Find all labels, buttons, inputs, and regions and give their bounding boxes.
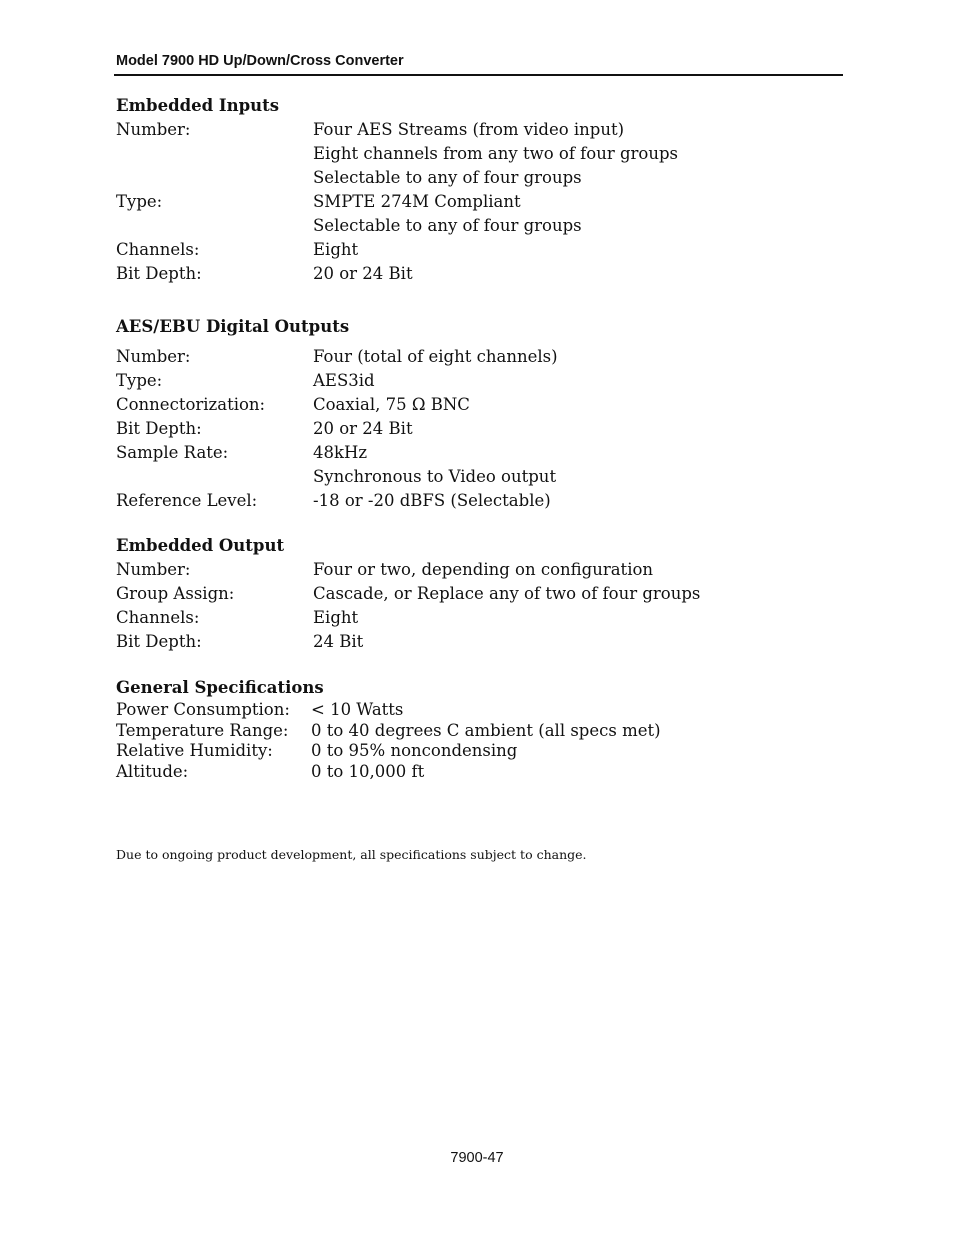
spec-row-altitude [116,762,661,783]
spec-label: Temperature Range: [116,720,289,740]
spec-value: SMPTE 274M Compliant [313,192,521,211]
spec-value: 0 to 10,000 ft [311,761,425,781]
section-heading: Embedded Output [116,536,285,555]
spec-value: Cascade, or Replace any of two of four groups [313,584,701,603]
spec-label: Sample Rate: [116,443,229,462]
section-embedded-inputs [116,94,678,286]
page-header-title: Model 7900 HD Up/Down/Cross Converter [116,53,404,69]
spec-value: Four (total of eight channels) [313,347,558,366]
spec-value: 48kHz [313,443,368,462]
spec-value: Selectable to any of four groups [313,168,582,187]
spec-value: Eight [313,240,359,259]
spec-value: 0 to 40 degrees C ambient (all specs met) [311,720,661,740]
spec-value: Selectable to any of four groups [313,216,582,235]
spec-value: Coaxial, 75 Ω BNC [313,395,470,414]
spec-row-temperature-range [116,721,661,742]
section-heading: General Specifications [116,678,324,697]
spec-label: Number: [116,560,191,579]
spec-value: AES3id [313,371,375,390]
spec-label: Power Consumption: [116,700,290,719]
spec-row-bit-depth [116,417,558,441]
spec-value: 0 to 95% noncondensing [311,741,518,760]
spec-label: Bit Depth: [116,264,202,283]
spec-label: Altitude: [116,761,189,781]
spec-value: < 10 Watts [311,700,404,719]
spec-row-channels [116,238,678,262]
spec-value: Synchronous to Video output [313,467,557,486]
spec-label: Type: [116,371,163,390]
spec-row-group-assign [116,582,700,606]
spec-row-number [116,558,700,582]
spec-row-power-consumption [116,700,661,721]
spec-row-type [116,190,678,238]
spec-row-relative-humidity [116,741,661,762]
section-heading: Embedded Inputs [116,96,280,115]
spec-label: Relative Humidity: [116,741,273,760]
spec-value: Eight [313,608,359,627]
header-rule [114,74,843,76]
spec-label: Channels: [116,608,200,627]
spec-value: Four or two, depending on configuration [313,560,654,579]
spec-row-number [116,118,678,190]
spec-row-channels [116,606,700,630]
spec-row-number [116,345,558,369]
spec-row-reference-level [116,489,558,513]
footnote: Due to ongoing product development, all specifications subject to change. [116,847,587,862]
spec-value: -18 or -20 dBFS (Selectable) [313,491,551,510]
spec-label: Reference Level: [116,491,258,510]
page-number: 7900-47 [450,1150,504,1166]
spec-label: Bit Depth: [116,419,202,438]
spec-row-bit-depth [116,262,678,286]
spec-label: Connectorization: [116,395,266,414]
spec-label: Number: [116,347,191,366]
spec-row-type [116,369,558,393]
spec-value: Eight channels from any two of four groups [313,144,679,163]
section-general-specifications [116,676,661,782]
spec-label: Bit Depth: [116,632,202,651]
spec-row-bit-depth [116,630,700,654]
spec-value: 20 or 24 Bit [313,419,413,438]
spec-label: Channels: [116,240,200,259]
section-heading: AES/EBU Digital Outputs [116,317,350,336]
spec-value: 20 or 24 Bit [313,264,413,283]
spec-value: Four AES Streams (from video input) [313,120,625,139]
spec-row-connectorization [116,393,558,417]
spec-label: Number: [116,120,191,139]
section-aes-ebu-digital-outputs [116,315,558,513]
section-embedded-output [116,534,700,654]
spec-value: 24 Bit [313,632,364,651]
spec-label: Group Assign: [116,584,235,603]
spec-label: Type: [116,192,163,211]
spec-row-sample-rate [116,441,558,489]
